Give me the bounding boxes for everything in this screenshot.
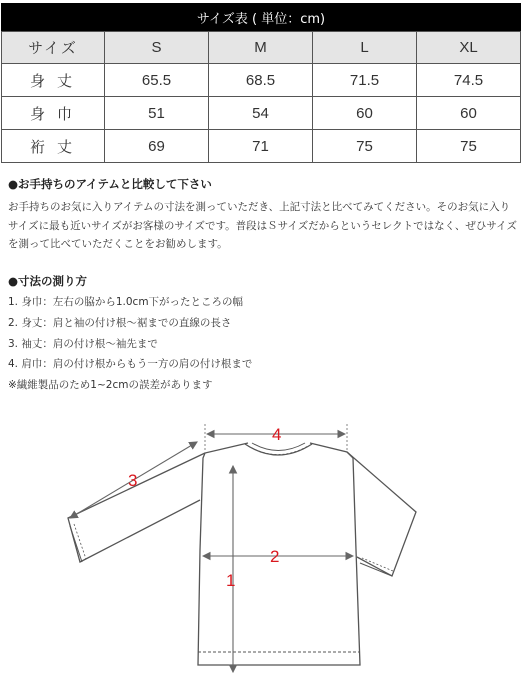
compare-heading: ●お手持ちのアイテムと比較して下さい: [8, 177, 212, 191]
table-cell: 60: [417, 97, 521, 130]
measure-number-2: 2: [270, 547, 280, 566]
header-cell: XL: [417, 32, 521, 64]
table-cell: 60: [313, 97, 417, 130]
shirt-collar-inner: [252, 443, 305, 451]
measure-number-4: 4: [272, 425, 282, 444]
list-item: 3. 袖丈：肩の付け根～袖先まで: [8, 337, 158, 350]
table-row: [2, 64, 521, 97]
table-cell: 74.5: [417, 64, 521, 97]
table-cell: 69: [105, 130, 209, 163]
size-table: [1, 31, 521, 163]
left-cuff-stitch: [74, 524, 86, 559]
compare-text: お手持ちのお気に入りアイテムの寸法を測っていただき、上記寸法と比べてみてください。そのお気に入りサイズに最も近いサイズがお客様のサイズです。普段はＳサイズだからというセレクトではなく、ぜひサイズを測って比べていただくことをお勧めします。: [8, 201, 518, 250]
right-sleeve: [347, 452, 416, 576]
shirt-diagram: [0, 400, 522, 677]
list-item: ※繊維製品のため1~2cmの誤差があります: [8, 379, 213, 392]
table-row: [2, 97, 521, 130]
table-cell: 68.5: [209, 64, 313, 97]
table-cell: 75: [313, 130, 417, 163]
header-cell: S: [105, 32, 209, 64]
table-row: [2, 130, 521, 163]
left-cuff: [70, 526, 82, 562]
list-item: 2. 身丈：肩と袖の付け根～裾までの直線の長さ: [8, 316, 232, 329]
measure-number-3: 3: [128, 471, 138, 490]
header-cell: サイズ: [2, 32, 105, 64]
row-label: 身巾: [2, 97, 105, 130]
right-cuff: [360, 563, 392, 576]
measure-number-1: 1: [226, 571, 236, 590]
row-label: 裄丈: [2, 130, 105, 163]
table-header-row: [2, 32, 521, 64]
table-cell: 71.5: [313, 64, 417, 97]
right-cuff-stitch: [362, 558, 393, 571]
list-item: 1. 身巾：左右の脇から1.0cm下がったところの幅: [8, 296, 244, 308]
table-cell: 75: [417, 130, 521, 163]
row-label: 身丈: [2, 64, 105, 97]
size-table-title: サイズ表 ( 単位：cm): [1, 3, 521, 31]
list-item: 4. 肩巾：肩の付け根からもう一方の肩の付け根まで: [8, 358, 253, 371]
measure-heading: ●寸法の測り方: [8, 274, 88, 288]
measure-list: [8, 292, 252, 396]
table-cell: 65.5: [105, 64, 209, 97]
header-cell: L: [313, 32, 417, 64]
table-cell: 51: [105, 97, 209, 130]
header-cell: M: [209, 32, 313, 64]
table-cell: 54: [209, 97, 313, 130]
table-cell: 71: [209, 130, 313, 163]
